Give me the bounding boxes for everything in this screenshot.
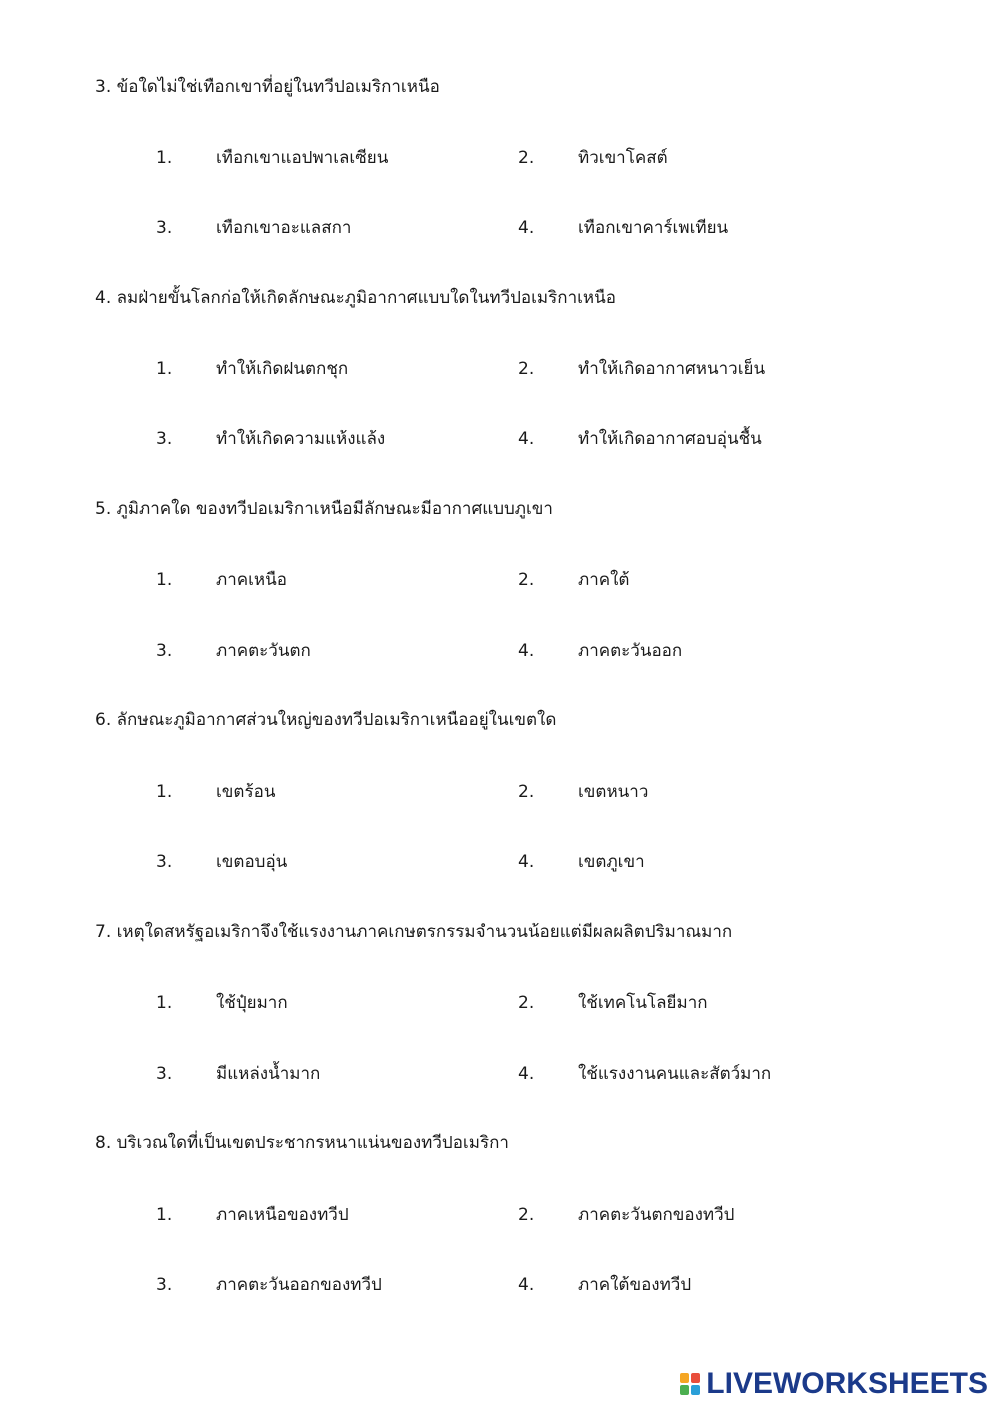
q3-option-2-text[interactable]: ทิวเขาโคสต์ (578, 148, 668, 168)
q4-option-1-number: 1. (156, 359, 173, 379)
q7-option-3-text[interactable]: มีแหล่งน้ำมาก (216, 1064, 321, 1084)
q5-option-3-text[interactable]: ภาคตะวันตก (216, 641, 311, 661)
q3-option-1-number: 1. (156, 148, 173, 168)
q8-option-2-text[interactable]: ภาคตะวันตกของทวีป (578, 1205, 735, 1225)
question-8-text: 8. บริเวณใดที่เป็นเขตประชากรหนาแน่นของทวีปอเมริกา (95, 1133, 509, 1153)
q8-option-4-text[interactable]: ภาคใต้ของทวีป (578, 1275, 692, 1295)
q6-option-1-text[interactable]: เขตร้อน (216, 782, 276, 802)
question-5-text: 5. ภูมิภาคใด ของทวีปอเมริกาเหนือมีลักษณะมีอากาศแบบภูเขา (95, 499, 553, 519)
q6-option-3-text[interactable]: เขตอบอุ่น (216, 852, 288, 872)
q8-option-4-number: 4. (518, 1275, 535, 1295)
q6-option-4-text[interactable]: เขตภูเขา (578, 852, 645, 872)
q3-option-3-number: 3. (156, 218, 173, 238)
brand-name: LIVEWORKSHEETS (706, 1367, 988, 1400)
q5-option-2-text[interactable]: ภาคใต้ (578, 570, 630, 590)
q3-option-4-number: 4. (518, 218, 535, 238)
q8-option-3-text[interactable]: ภาคตะวันออกของทวีป (216, 1275, 382, 1295)
liveworksheets-brand (680, 1366, 988, 1402)
q4-option-4-number: 4. (518, 429, 535, 449)
q7-option-2-number: 2. (518, 993, 535, 1013)
q6-option-3-number: 3. (156, 852, 173, 872)
liveworksheets-logo-icon (680, 1373, 700, 1395)
q6-option-2-text[interactable]: เขตหนาว (578, 782, 649, 802)
q8-option-2-number: 2. (518, 1205, 535, 1225)
q5-option-4-number: 4. (518, 641, 535, 661)
q7-option-1-text[interactable]: ใช้ปุ๋ยมาก (216, 993, 288, 1013)
q4-option-2-number: 2. (518, 359, 535, 379)
q3-option-1-text[interactable]: เทือกเขาแอปพาเลเซียน (216, 148, 389, 168)
question-4-text: 4. ลมฝ่ายขั้นโลกก่อให้เกิดลักษณะภูมิอากาศแบบใดในทวีปอเมริกาเหนือ (95, 288, 616, 308)
q3-option-2-number: 2. (518, 148, 535, 168)
q7-option-4-number: 4. (518, 1064, 535, 1084)
q4-option-2-text[interactable]: ทำให้เกิดอากาศหนาวเย็น (578, 359, 766, 379)
q5-option-3-number: 3. (156, 641, 173, 661)
q3-option-4-text[interactable]: เทือกเขาคาร์เพเทียน (578, 218, 729, 238)
question-3-text: 3. ข้อใดไม่ใช่เทือกเขาที่อยู่ในทวีปอเมริกาเหนือ (95, 77, 440, 97)
q6-option-4-number: 4. (518, 852, 535, 872)
q4-option-3-text[interactable]: ทำให้เกิดความแห้งแล้ง (216, 429, 386, 449)
q4-option-1-text[interactable]: ทำให้เกิดฝนตกชุก (216, 359, 349, 379)
q7-option-2-text[interactable]: ใช้เทคโนโลยีมาก (578, 993, 708, 1013)
q4-option-3-number: 3. (156, 429, 173, 449)
q8-option-3-number: 3. (156, 1275, 173, 1295)
question-6-text: 6. ลักษณะภูมิอากาศส่วนใหญ่ของทวีปอเมริกาเหนืออยู่ในเขตใด (95, 710, 557, 730)
q6-option-2-number: 2. (518, 782, 535, 802)
q5-option-1-text[interactable]: ภาคเหนือ (216, 570, 287, 590)
q8-option-1-text[interactable]: ภาคเหนือของทวีป (216, 1205, 349, 1225)
q6-option-1-number: 1. (156, 782, 173, 802)
q8-option-1-number: 1. (156, 1205, 173, 1225)
q7-option-4-text[interactable]: ใช้แรงงานคนและสัตว์มาก (578, 1064, 772, 1084)
q5-option-2-number: 2. (518, 570, 535, 590)
question-7-text: 7. เหตุใดสหรัฐอเมริกาจึงใช้แรงงานภาคเกษตรกรรมจำนวนน้อยแต่มีผลผลิตปริมาณมาก (95, 922, 733, 942)
q5-option-4-text[interactable]: ภาคตะวันออก (578, 641, 683, 661)
q7-option-3-number: 3. (156, 1064, 173, 1084)
q4-option-4-text[interactable]: ทำให้เกิดอากาศอบอุ่นชื้น (578, 429, 762, 449)
q3-option-3-text[interactable]: เทือกเขาอะแลสกา (216, 218, 352, 238)
q7-option-1-number: 1. (156, 993, 173, 1013)
q5-option-1-number: 1. (156, 570, 173, 590)
